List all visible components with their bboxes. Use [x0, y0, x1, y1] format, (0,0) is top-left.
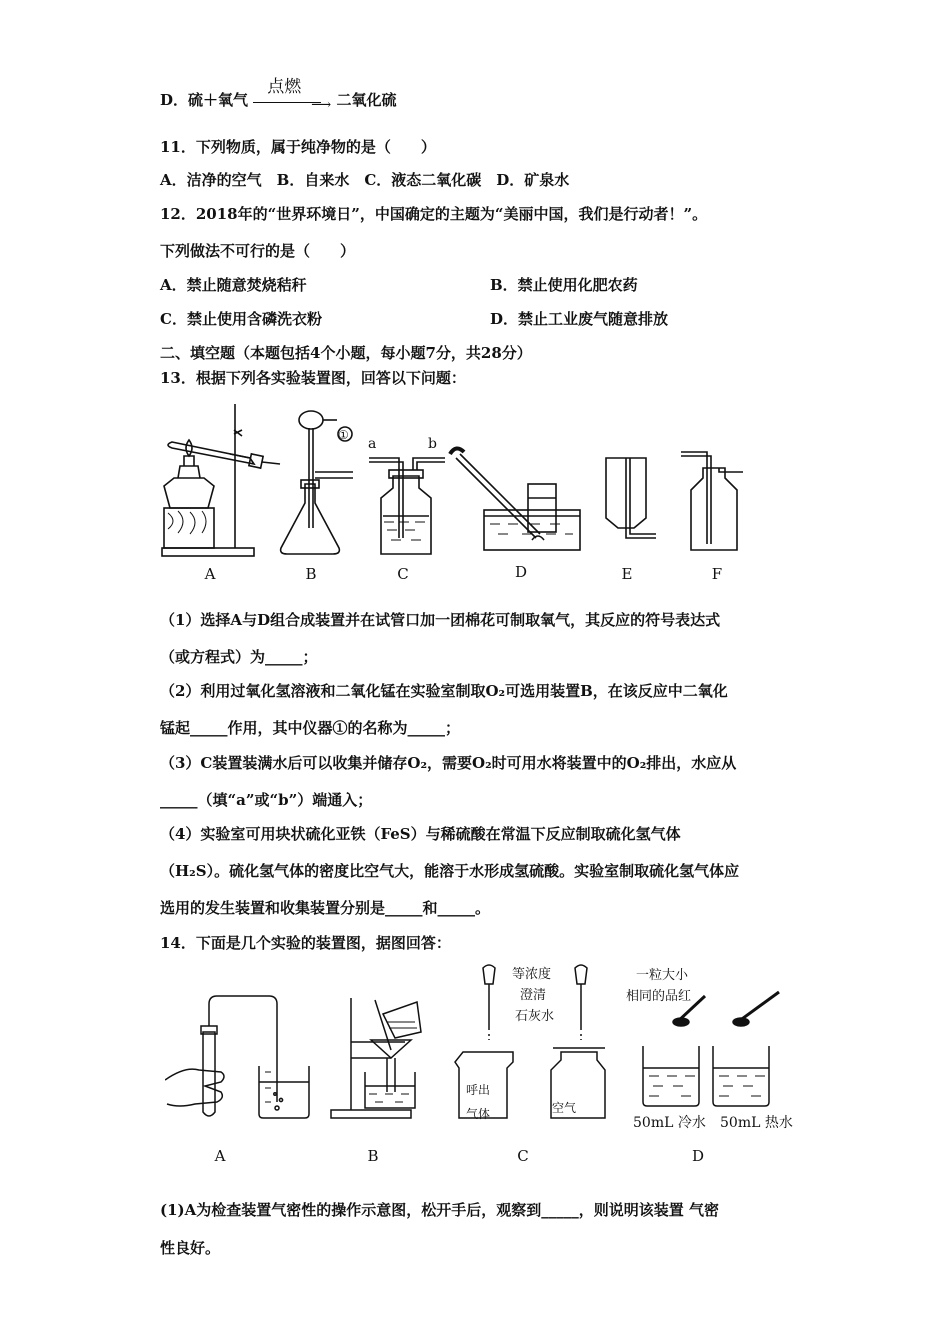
d-label-cold: 50mL 冷水	[633, 1115, 706, 1131]
q13-label-d: D	[514, 563, 528, 581]
q13-label-f: F	[711, 565, 723, 583]
q14-part1-line1: (1)A为检查装置气密性的操作示意图，松开手后，观察到_____，则说明该装置 气密	[160, 1201, 719, 1219]
q13-label-e: E	[621, 565, 633, 583]
q13-part4-line1: （4）实验室可用块状硫化亚铁（FeS）与稀硫酸在常温下反应制取硫化氢气体	[160, 825, 681, 843]
q12-option-b: B．禁止使用化肥农药	[490, 276, 638, 294]
q12-option-d: D．禁止工业废气随意排放	[490, 310, 669, 328]
q13-part2-line2: 锰起_____作用，其中仪器①的名称为_____；	[160, 719, 461, 737]
q12-option-a: A．禁止随意焚烧秸秆	[160, 276, 307, 294]
q13-stem: 13．根据下列各实验装置图，回答以下问题：	[160, 369, 466, 387]
q14-label-b: B	[367, 1147, 379, 1165]
q14-label-d: D	[691, 1147, 705, 1165]
d-label-top1: 一粒大小	[636, 968, 689, 983]
q14-part1-line2: 性良好。	[160, 1239, 221, 1257]
q13-part2-line1: （2）利用过氧化氢溶液和二氧化锰在实验室制取O₂可选用装置B，在该反应中二氧化	[160, 682, 728, 700]
q14-label-a: A	[214, 1147, 226, 1165]
label-circle-1: ①	[338, 428, 349, 442]
apparatus-d	[450, 448, 580, 550]
c-jar2-label: 空气	[552, 1101, 577, 1115]
condition-label: 点燃	[267, 77, 302, 97]
q14-stem: 14．下面是几个实验的装置图，据图回答：	[160, 934, 451, 952]
q10-option-d	[160, 77, 397, 113]
d-label-top2: 相同的品红	[626, 989, 692, 1004]
q13-part3-line2: _____（填“a”或“b”）端通入；	[160, 791, 373, 809]
c-label-top2: 澄清	[520, 988, 547, 1003]
q13-label-c: C	[397, 565, 409, 583]
experiment-b-filtration	[331, 998, 421, 1118]
q13-label-a: A	[204, 565, 216, 583]
q13-part1-line2: （或方程式）为_____；	[160, 648, 318, 666]
q12-option-c: C．禁止使用含磷洗衣粉	[160, 310, 322, 328]
label-b: b	[428, 436, 437, 452]
q10d-product: 二氧化硫	[336, 91, 397, 109]
c-label-top3: 石灰水	[515, 1009, 555, 1024]
arrow-head-icon: ⟶	[311, 97, 332, 113]
experiment-d-diffusion	[643, 992, 779, 1106]
experiment-a-airtightness	[165, 996, 309, 1118]
apparatus-c	[369, 458, 445, 554]
c-jar1-label-b: 气体	[466, 1107, 491, 1121]
q11-options: A．洁净的空气 B．自来水 C．液态二氧化碳 D．矿泉水	[160, 171, 570, 189]
q13-part4-line2: （H₂S）。硫化氢气体的密度比空气大，能溶于水形成氢硫酸。实验室制取硫化氢气体应	[160, 862, 740, 880]
q10d-reactants: D．硫＋氧气	[160, 91, 249, 109]
section-heading: 二、填空题（本题包括4个小题，每小题7分，共28分）	[160, 344, 532, 362]
c-jar1-label-a: 呼出	[466, 1083, 491, 1097]
q13-label-b: B	[305, 565, 317, 583]
q12-stem-line2: 下列做法不可行的是（ ）	[160, 242, 356, 260]
q13-apparatus-figure	[150, 398, 770, 593]
q13-part4-line3: 选用的发生装置和收集装置分别是_____和_____。	[160, 899, 491, 917]
apparatus-f	[681, 452, 743, 550]
q12-stem-line1: 12．2018年的“世界环境日”，中国确定的主题为“美丽中国，我们是行动者！”。	[160, 205, 708, 223]
apparatus-e	[606, 458, 656, 538]
c-label-top1: 等浓度	[512, 967, 552, 982]
d-label-hot: 50mL 热水	[720, 1115, 793, 1131]
reaction-arrow	[253, 77, 332, 113]
label-a: a	[368, 436, 377, 452]
q11-stem: 11．下列物质，属于纯净物的是（ ）	[160, 138, 436, 156]
q14-label-c: C	[517, 1147, 529, 1165]
q13-part3-line1: （3）C装置装满水后可以收集并储存O₂，需要O₂时可用水将装置中的O₂排出，水应从	[160, 754, 737, 772]
q13-part1-line1: （1）选择A与D组合成装置并在试管口加一团棉花可制取氧气，其反应的符号表达式	[160, 611, 721, 629]
apparatus-a	[162, 404, 280, 556]
